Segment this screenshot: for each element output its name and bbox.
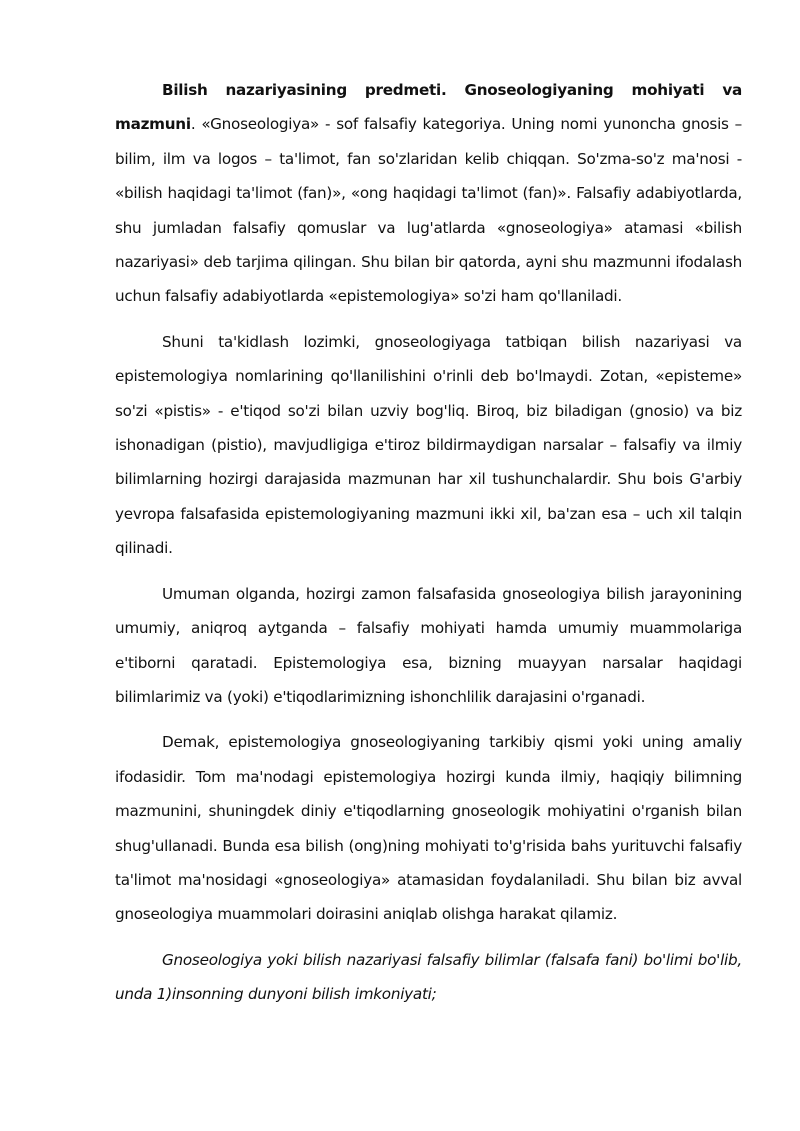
paragraph-2: Shuni ta'kidlash lozimki, gnoseologiyaga tatbiqan bilish nazariyasi va epistemologiya nomlarining qo'llanilishini o'rinli deb bo'lmaydi. Zotan, «episteme» so'zi «pistis» - e'tiqod so'zi bilan uzviy bog'liq. Biroq, biz biladigan (gnosio) va biz ishonadigan (pistio), mavjudligiga e'tiroz bildirmaydigan narsalar – falsafiy va ilmiy bilimlarning hozirgi darajasida mazmunan har xil tushunchalardir. Shu bois G'arbiy yevropa falsafasida epistemologiyaning mazmuni ikki xil, ba'zan esa – uch xil talqin qilinadi. <box>115 332 742 558</box>
section-heading-period: . <box>190 115 196 134</box>
section-heading: Bilish nazariyasining predmeti. Gnoseologiyaning mohiyati va mazmuni <box>115 81 742 134</box>
document-body <box>115 73 742 1012</box>
paragraph-3: Umuman olganda, hozirgi zamon falsafasida gnoseologiya bilish jarayonining umumiy, aniqroq aytganda – falsafiy mohiyati hamda umumiy muammolariga e'tiborni qaratadi. Epistemologiya esa, bizning muayyan narsalar haqidagi bilimlarimiz va (yoki) e'tiqodlarimizning ishonchlilik darajasini o'rganadi. <box>115 584 742 706</box>
paragraph-1-text: «Gnoseologiya» - sof falsafiy kategoriya. Uning nomi yunoncha gnosis – bilim, ilm va logos – ta'limot, fan so'zlaridan kelib chiqqan. So'zma-so'z ma'nosi - «bilish haqidagi ta'limot (fan)», «ong haqidagi ta'limot (fan)». Falsafiy adabiyotlarda, shu jumladan falsafiy qomuslar va lug'atlarda «gnoseologiya» atamasi «bilish nazariyasi» deb tarjima qilingan. Shu bilan bir qatorda, ayni shu mazmunni ifodalash uchun falsafiy adabiyotlarda «epistemologiya» so'zi ham qo'llaniladi. <box>115 115 742 306</box>
paragraph-1 <box>115 73 742 314</box>
paragraph-4: Demak, epistemologiya gnoseologiyaning tarkibiy qismi yoki uning amaliy ifodasidir. Tom ma'nodagi epistemologiya hozirgi kunda ilmiy, haqiqiy bilimning mazmunini, shuningdek diniy e'tiqodlarning gnoseologik mohiyatini o'rganish bilan shug'ullanadi. Bunda esa bilish (ong)ning mohiyati to'g'risida bahs yurituvchi falsafiy ta'limot ma'nosidagi «gnoseologiya» atamasidan foydalaniladi. Shu bilan biz avval gnoseologiya muammolari doirasini aniqlab olishga harakat qilamiz. <box>115 733 742 924</box>
paragraph-5: Gnoseologiya yoki bilish nazariyasi falsafiy bilimlar (falsafa fani) bo'limi bo'lib, unda 1)insonning dunyoni bilish imkoniyati; <box>115 950 742 1004</box>
